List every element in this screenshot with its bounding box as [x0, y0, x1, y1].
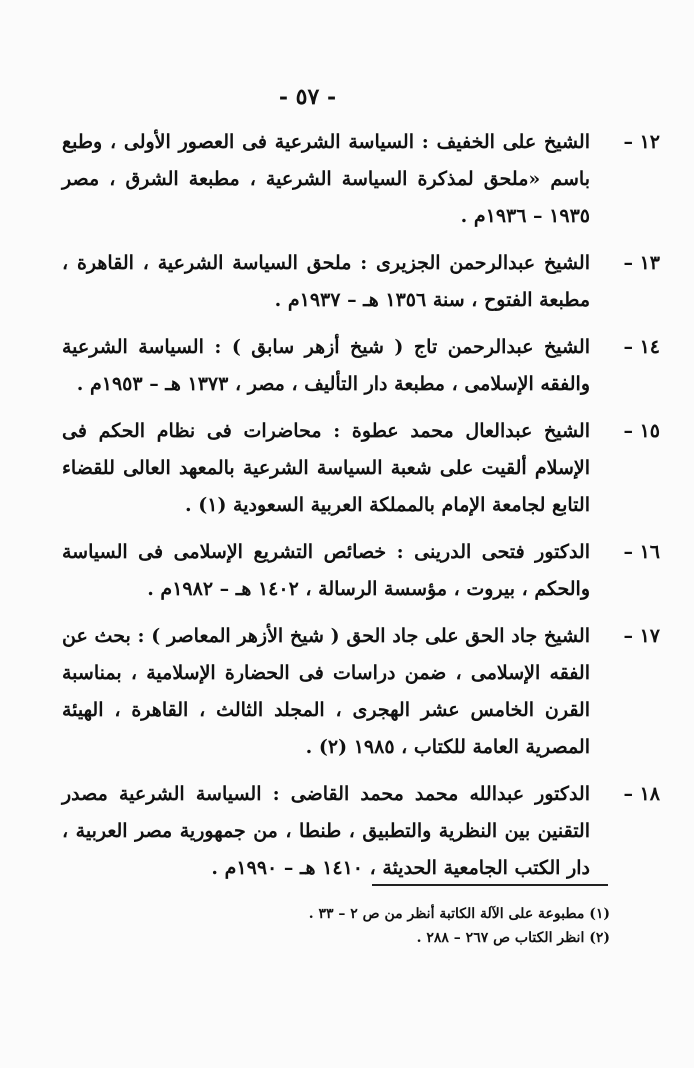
bibliography-entry: [62, 618, 660, 766]
page-number: - ٥٧ -: [278, 84, 337, 110]
entry-text: الدكتور عبدالله محمد محمد القاضى : السياسة الشرعية مصدر التقنين بين النظرية والتطبيق ، طنطا ، من جمهورية مصر العربية ، دار الكتب الجامعية الحديثة ، ١٤١٠ هـ – ١٩٩٠م .: [62, 783, 590, 879]
entry-number: ١٤ –: [623, 336, 660, 358]
bibliography-list: [62, 124, 660, 897]
bibliography-entry: [62, 245, 660, 319]
entry-number: ١٦ –: [623, 541, 660, 563]
entry-text: الشيخ عبدالعال محمد عطوة : محاضرات فى نظام الحكم فى الإسلام ألقيت على شعبة السياسة الشرعية بالمعهد العالى للقضاء التابع لجامعة الإمام بالمملكة العربية السعودية (١) .: [62, 420, 590, 516]
entry-text: الشيخ عبدالرحمن الجزيرى : ملحق السياسة الشرعية ، القاهرة ، مطبعة الفتوح ، سنة ١٣٥٦ هـ – ١٩٣٧م .: [62, 252, 590, 311]
bibliography-entry: [62, 329, 660, 403]
entry-text: الشيخ جاد الحق على جاد الحق ( شيخ الأزهر المعاصر ) : بحث عن الفقه الإسلامى ، ضمن دراسات فى الحضارة الإسلامية ، بمناسبة القرن الخامس عشر الهجرى ، المجلد الثالث ، القاهرة ، الهيئة المصرية العامة للكتاب ، ١٩٨٥ (٢) .: [62, 625, 590, 758]
entry-text: الشيخ على الخفيف : السياسة الشرعية فى العصور الأولى ، وطبع باسم «ملحق لمذكرة السياسة الشرعية ، مطبعة الشرق ، مصر ١٩٣٥ – ١٩٣٦م .: [62, 131, 590, 227]
footnotes: [170, 902, 610, 950]
entry-number: ١٢ –: [623, 131, 660, 153]
footnote: (٢) انظر الكتاب ص ٢٦٧ – ٢٨٨ .: [416, 930, 610, 946]
bibliography-entry: [62, 124, 660, 235]
entry-number: ١٥ –: [623, 420, 660, 442]
entry-number: ١٨ –: [623, 783, 660, 805]
entry-text: الدكتور فتحى الدرينى : خصائص التشريع الإسلامى فى السياسة والحكم ، بيروت ، مؤسسة الرسالة ، ١٤٠٢ هـ – ١٩٨٢م .: [62, 541, 590, 600]
bibliography-entry: [62, 413, 660, 524]
bibliography-entry: [62, 534, 660, 608]
footnote: (١) مطبوعة على الآلة الكاتبة أنظر من ص ٢ – ٣٣ .: [308, 906, 610, 922]
bibliography-entry: [62, 776, 660, 887]
entry-number: ١٣ –: [623, 252, 660, 274]
footnote-divider: [372, 884, 608, 886]
entry-number: ١٧ –: [623, 625, 660, 647]
entry-text: الشيخ عبدالرحمن تاج ( شيخ أزهر سابق ) : السياسة الشرعية والفقه الإسلامى ، مطبعة دار التأليف ، مصر ، ١٣٧٣ هـ – ١٩٥٣م .: [62, 336, 590, 395]
